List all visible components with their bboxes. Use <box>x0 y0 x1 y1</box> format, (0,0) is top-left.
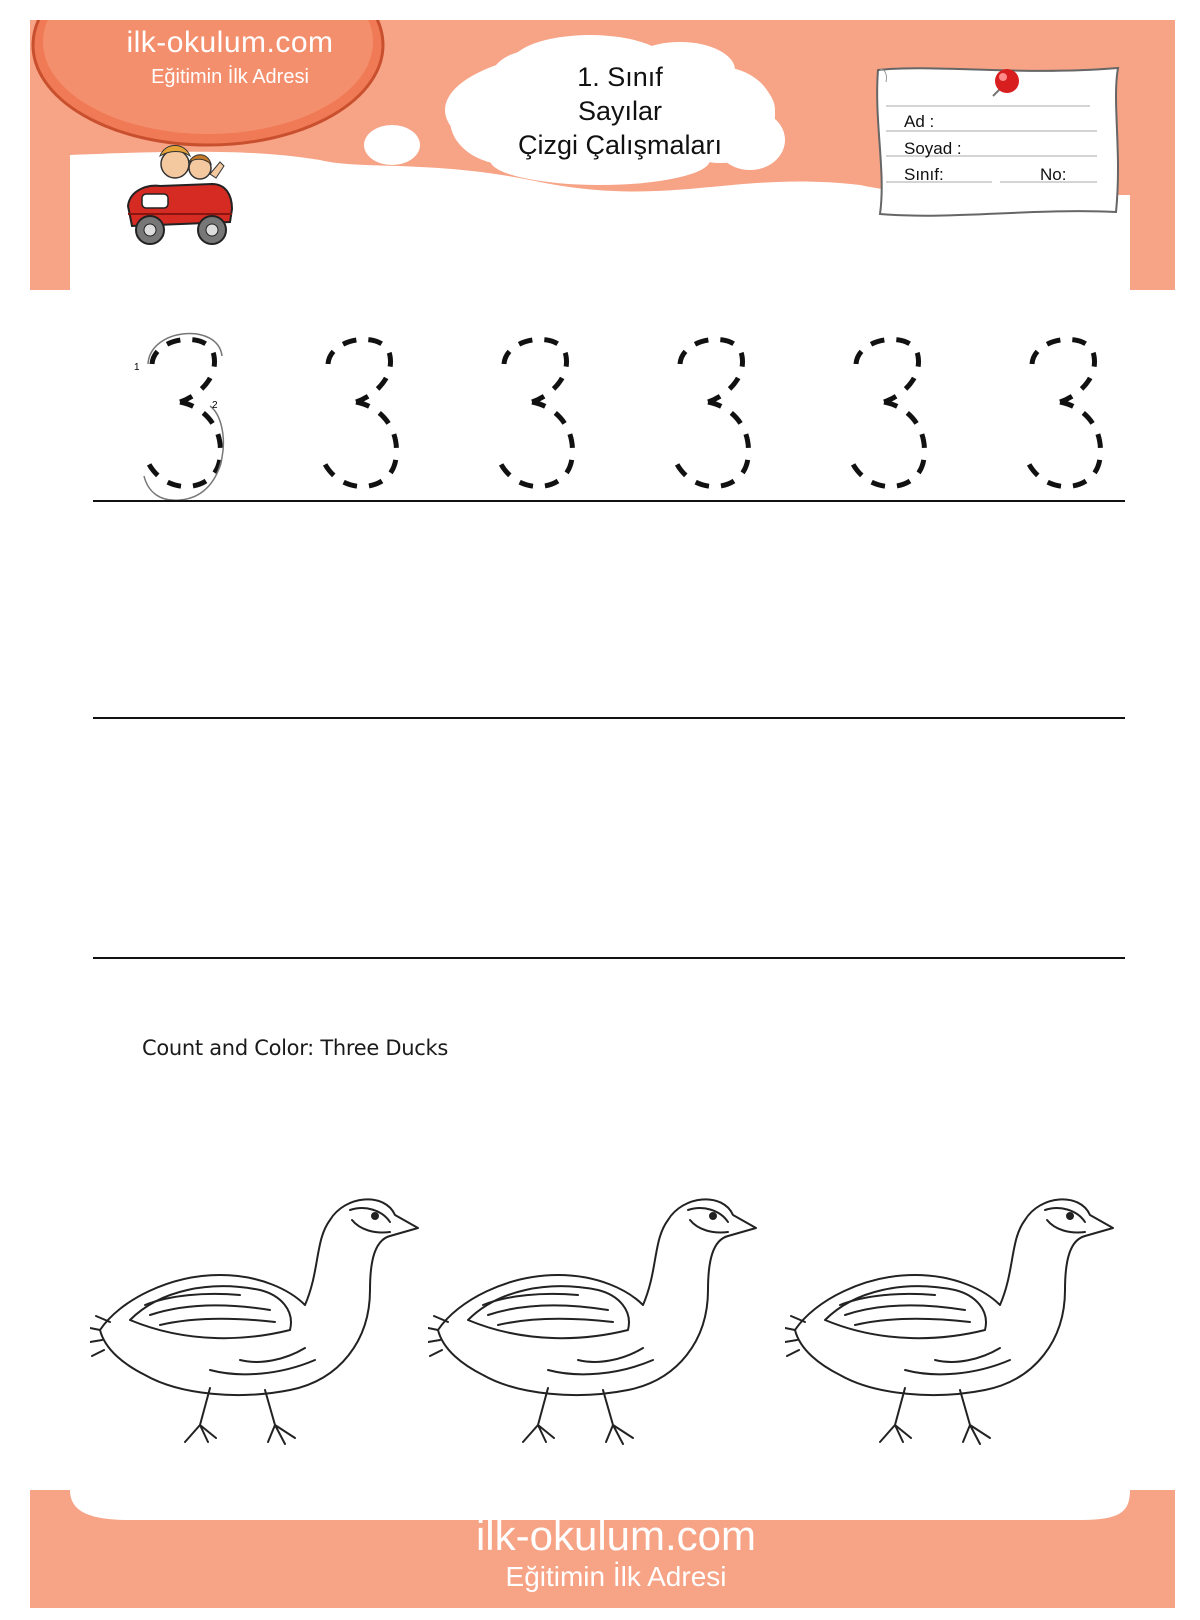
writing-line-2 <box>93 717 1125 719</box>
stroke-number: 1 <box>134 362 140 373</box>
footer-site-name: ilk-okulum.com <box>475 1512 757 1559</box>
tracing-digit <box>134 333 223 500</box>
duck-illustration <box>90 1180 430 1460</box>
writing-line-1 <box>93 500 1125 502</box>
title-grade: 1. Sınıf <box>577 62 663 92</box>
tracing-digit <box>498 339 572 486</box>
push-pin-icon <box>985 66 1025 104</box>
tracing-digit <box>674 339 748 486</box>
title-subject: Sayılar <box>577 96 663 126</box>
header-site-name: ilk-okulum.com <box>126 26 334 59</box>
number-label: No: <box>1040 165 1067 184</box>
tracing-digit <box>850 339 924 486</box>
footer-slogan: Eğitimin İlk Adresi <box>505 1561 727 1592</box>
car-illustration <box>120 134 240 254</box>
header-slogan: Eğitimin İlk Adresi <box>151 66 309 88</box>
tracing-digit <box>1026 339 1100 486</box>
tracing-digit <box>322 339 396 486</box>
duck-illustration <box>428 1180 768 1460</box>
name-label: Ad : <box>904 112 935 131</box>
writing-line-3 <box>93 957 1125 959</box>
surname-label: Soyad : <box>904 139 962 158</box>
class-label: Sınıf: <box>904 165 944 184</box>
duck-illustration <box>785 1180 1125 1460</box>
activity-title: Count and Color: Three Ducks <box>142 1036 448 1060</box>
tracing-area <box>0 300 1200 500</box>
title-topic: Çizgi Çalışmaları <box>517 130 723 160</box>
stroke-number: 2 <box>212 400 218 411</box>
